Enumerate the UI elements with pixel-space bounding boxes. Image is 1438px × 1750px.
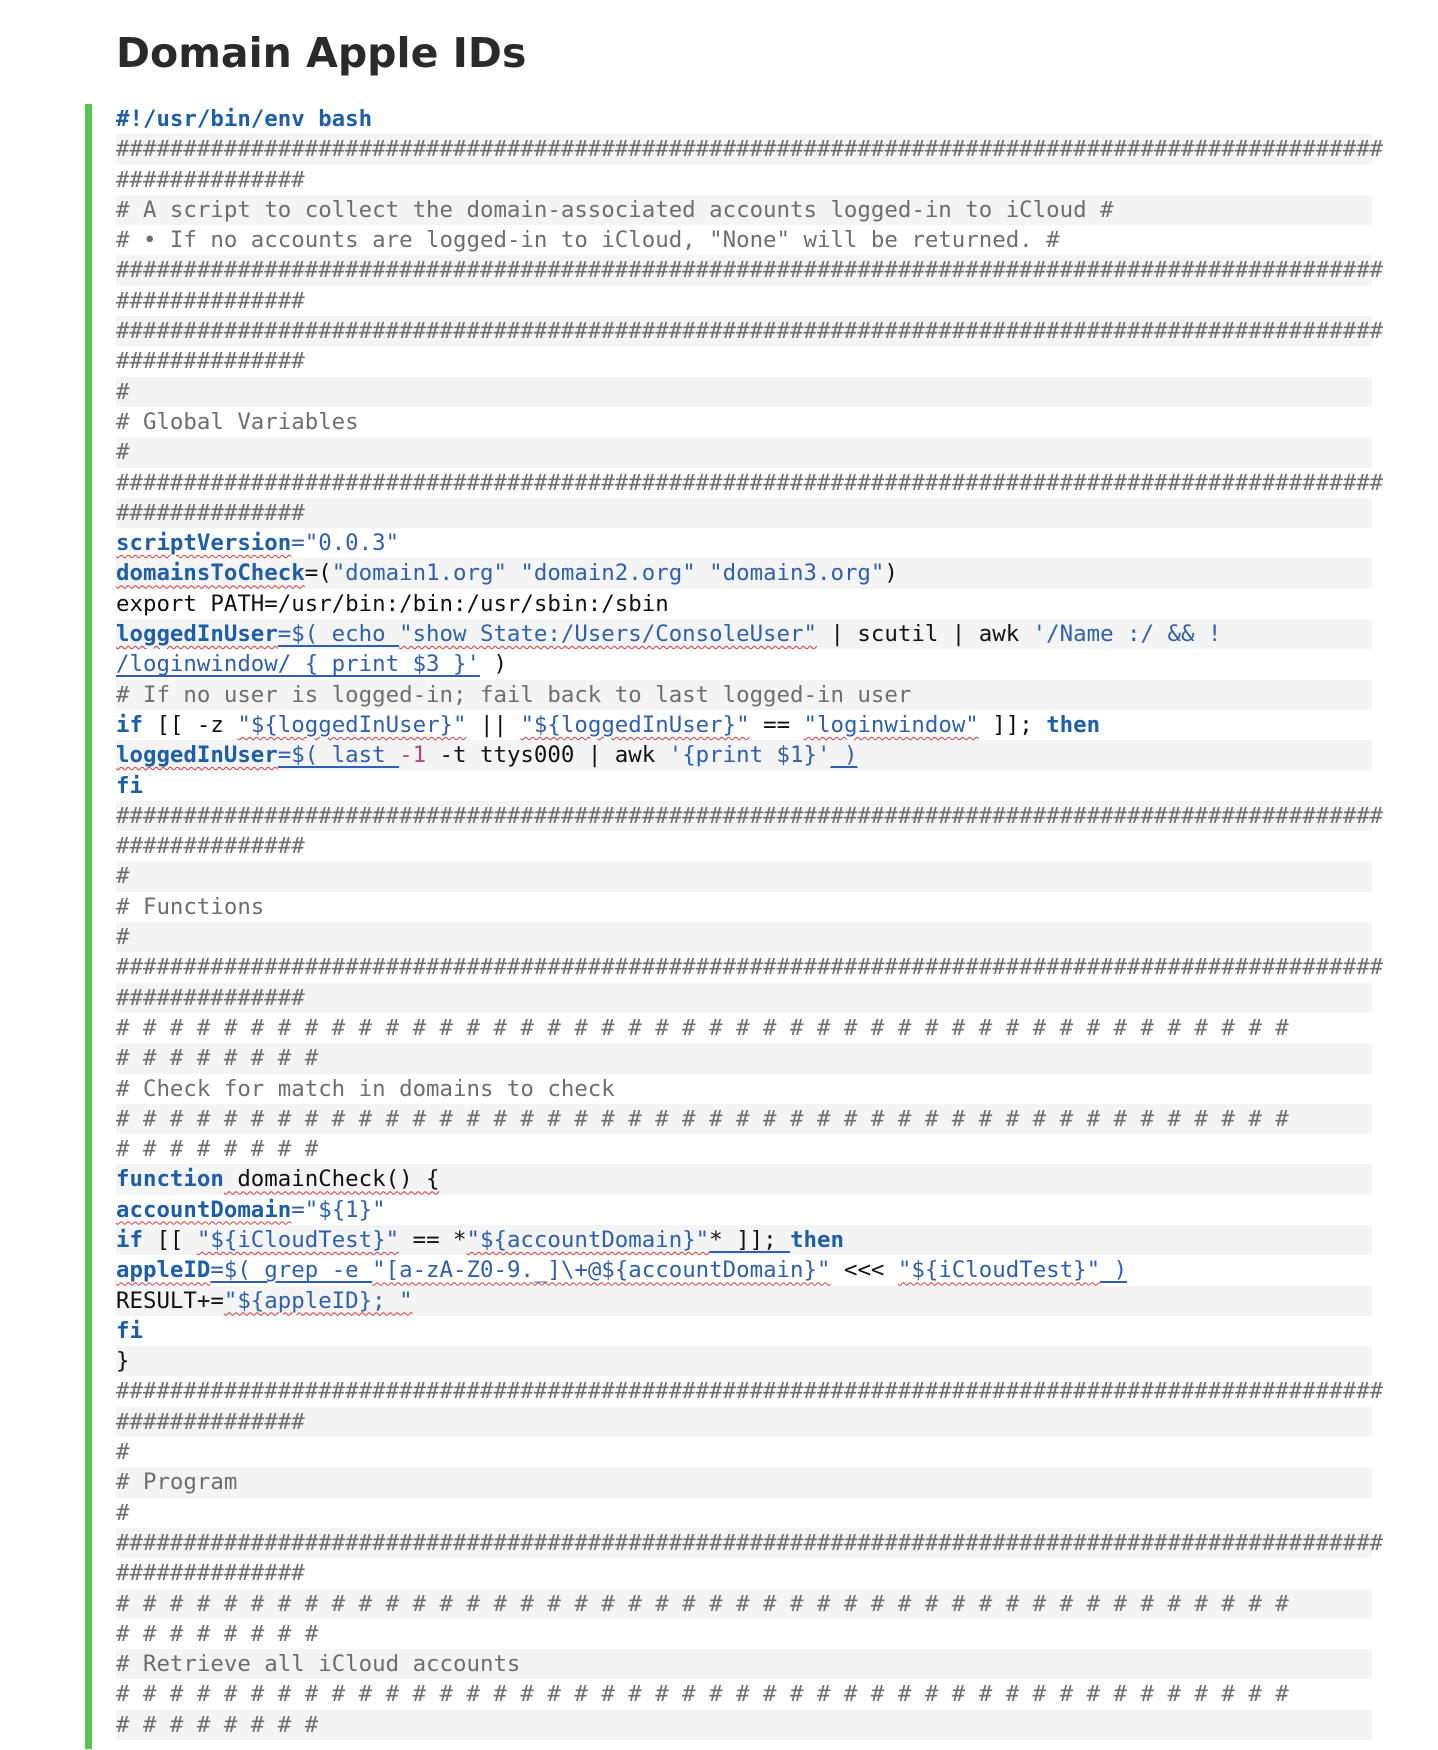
code-line-script-version: scriptVersion="0.0.3" <box>116 530 400 557</box>
code-line-logged-in-user: loggedInUser=$( echo "show State:/Users/ConsoleUser" | scutil | awk '/Name :/ && ! <box>116 619 1372 649</box>
code-line-shebang <box>116 104 1372 134</box>
code-line-comment: # # # # # # # # # # # # # # # # # # # # # # # # # # # # # # # # # # # # # # # # # # # # <box>116 1681 1289 1708</box>
code-line-comment: # Retrieve all iCloud accounts <box>116 1649 1372 1679</box>
code-line-comment: # <box>116 1439 130 1466</box>
code-line-comment: # Program <box>116 1467 1372 1497</box>
code-line-comment: ############## <box>116 1407 1372 1437</box>
code-line-comment: # Functions <box>116 893 265 920</box>
code-line-apple-id: appleID=$( grep -e "[a-zA-Z0-9._]\+@${accountDomain}" <<< "${iCloudTest}" ) <box>116 1257 1128 1284</box>
code-line-comment: # <box>116 922 1372 952</box>
page-title: Domain Apple IDs <box>116 29 527 77</box>
code-line-comment: # If no user is logged-in; fail back to last logged-in user <box>116 680 1372 710</box>
code-line-logged-in-user-cont: /loginwindow/ { print $3 }' ) <box>116 651 507 678</box>
code-line-comment: ############################################################################################## <box>116 1378 1384 1405</box>
code-line-comment: ############## <box>116 1560 305 1587</box>
code-line-export-path: export PATH=/usr/bin:/bin:/usr/sbin:/sbin <box>116 590 669 617</box>
code-line-result: RESULT+="${appleID}; " <box>116 1286 1372 1316</box>
code-line-comment: ############################################################################################## <box>116 954 1384 981</box>
code-line-fi: fi <box>116 772 143 799</box>
code-line-comment: ############## <box>116 498 1372 528</box>
code-line-comment: # # # # # # # # <box>116 1136 319 1163</box>
code-line-comment: ############## <box>116 833 305 860</box>
code-line-comment: # <box>116 437 1372 467</box>
code-line-comment: ############################################################################################## <box>116 134 1372 164</box>
code-line-domains-to-check: domainsToCheck=("domain1.org" "domain2.org" "domain3.org") <box>116 558 1372 588</box>
code-line-comment: # Global Variables <box>116 408 359 435</box>
code-line-comment: # <box>116 861 1372 891</box>
code-line-comment: # • If no accounts are logged-in to iCloud, "None" will be returned. # <box>116 227 1060 254</box>
code-line-account-domain: accountDomain="${1}" <box>116 1196 386 1223</box>
code-line-comment: # <box>116 377 1372 407</box>
code-line-comment: ############################################################################################## <box>116 801 1372 831</box>
code-line-comment: ############## <box>116 166 305 193</box>
code-line-comment: ############## <box>116 287 305 314</box>
code-line-comment: ############## <box>116 983 1372 1013</box>
code-line-comment: ############## <box>116 348 305 375</box>
code-line-comment: # A script to collect the domain-associated accounts logged-in to iCloud # <box>116 195 1372 225</box>
code-line-comment: # # # # # # # # <box>116 1620 319 1647</box>
code-line-comment: # # # # # # # # <box>116 1043 1372 1073</box>
code-line-comment: # # # # # # # # # # # # # # # # # # # # # # # # # # # # # # # # # # # # # # # # # # # # <box>116 1014 1289 1041</box>
code-line-comment: # # # # # # # # <box>116 1710 1372 1740</box>
code-line-function-def: function domainCheck() { <box>116 1164 1372 1194</box>
code-line-if-domain: if [[ "${iCloudTest}" == *"${accountDomain}"* ]]; then <box>116 1225 1372 1255</box>
code-line-comment: # # # # # # # # # # # # # # # # # # # # # # # # # # # # # # # # # # # # # # # # # # # # <box>116 1104 1372 1134</box>
code-line-comment: # <box>116 1499 130 1526</box>
code-line-fi: fi <box>116 1317 143 1344</box>
code-line-comment: ############################################################################################## <box>116 1528 1372 1558</box>
code-block <box>116 104 1384 1740</box>
code-line-comment: # Check for match in domains to check <box>116 1075 615 1102</box>
code-line-comment: ############################################################################################## <box>116 316 1372 346</box>
code-line-comment: # # # # # # # # # # # # # # # # # # # # # # # # # # # # # # # # # # # # # # # # # # # # <box>116 1589 1372 1619</box>
code-block-accent-bar <box>85 104 92 1749</box>
code-line-close-brace: } <box>116 1346 1372 1376</box>
shebang: #!/usr/bin/env bash <box>116 106 373 132</box>
code-line-comment: ############################################################################################## <box>116 255 1372 285</box>
code-line-last-user: loggedInUser=$( last -1 -t ttys000 | awk '{print $1}' ) <box>116 740 1372 770</box>
code-line-if-logged-in: if [[ -z "${loggedInUser}" || "${loggedInUser}" == "loginwindow" ]]; then <box>116 711 1101 738</box>
code-line-comment: ############################################################################################## <box>116 469 1384 496</box>
